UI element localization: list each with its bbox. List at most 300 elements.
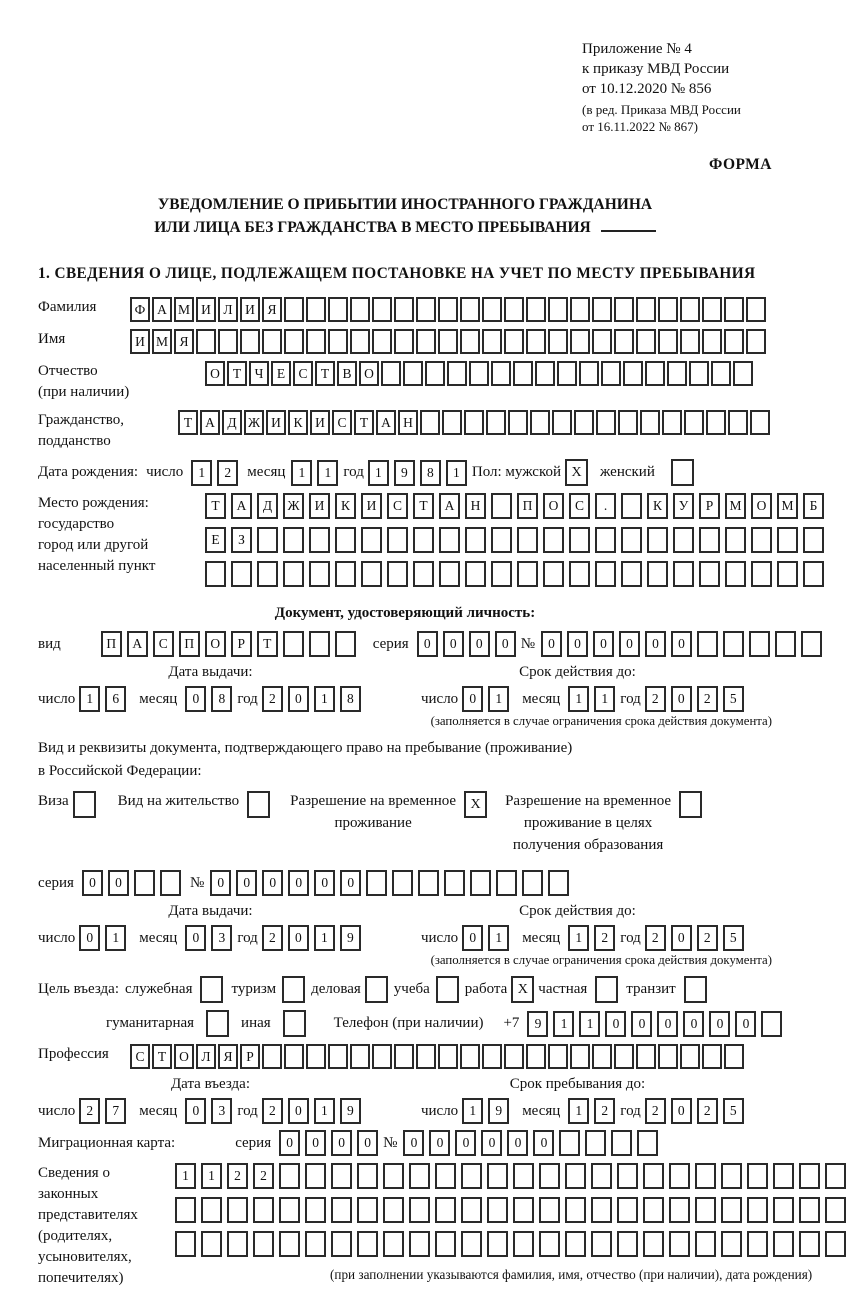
purpose-private-checkbox[interactable] bbox=[595, 976, 618, 1003]
char-cell[interactable] bbox=[591, 1231, 612, 1257]
char-cell[interactable] bbox=[438, 329, 458, 354]
char-cell[interactable] bbox=[279, 1197, 300, 1223]
char-cell[interactable]: 0 bbox=[82, 870, 103, 896]
char-cell[interactable] bbox=[372, 297, 392, 322]
char-cell[interactable]: 9 bbox=[340, 925, 361, 951]
char-cell[interactable] bbox=[496, 870, 517, 896]
char-cell[interactable]: 1 bbox=[579, 1011, 600, 1037]
char-cell[interactable]: 9 bbox=[394, 460, 415, 486]
char-cell[interactable]: 2 bbox=[262, 686, 283, 712]
char-cell[interactable] bbox=[383, 1197, 404, 1223]
char-cell[interactable]: Ч bbox=[249, 361, 269, 386]
char-cell[interactable]: 2 bbox=[594, 925, 615, 951]
char-cell[interactable]: 2 bbox=[262, 1098, 283, 1124]
char-cell[interactable] bbox=[425, 361, 445, 386]
char-cell[interactable] bbox=[394, 329, 414, 354]
char-cell[interactable]: М bbox=[725, 493, 746, 519]
char-cell[interactable] bbox=[706, 410, 726, 435]
char-cell[interactable] bbox=[539, 1163, 560, 1189]
char-cell[interactable]: Ж bbox=[283, 493, 304, 519]
char-cell[interactable] bbox=[702, 329, 722, 354]
char-cell[interactable] bbox=[306, 329, 326, 354]
char-cell[interactable] bbox=[366, 870, 387, 896]
char-cell[interactable]: 0 bbox=[443, 631, 464, 657]
char-cell[interactable] bbox=[548, 297, 568, 322]
char-cell[interactable]: С bbox=[569, 493, 590, 519]
char-cell[interactable] bbox=[416, 1044, 436, 1069]
char-cell[interactable] bbox=[305, 1163, 326, 1189]
char-cell[interactable] bbox=[306, 297, 326, 322]
char-cell[interactable] bbox=[461, 1197, 482, 1223]
char-cell[interactable]: 0 bbox=[567, 631, 588, 657]
char-cell[interactable]: И bbox=[240, 297, 260, 322]
char-cell[interactable] bbox=[487, 1197, 508, 1223]
char-cell[interactable] bbox=[381, 361, 401, 386]
char-cell[interactable]: 0 bbox=[108, 870, 129, 896]
char-cell[interactable] bbox=[618, 410, 638, 435]
char-cell[interactable] bbox=[504, 329, 524, 354]
char-cell[interactable] bbox=[491, 361, 511, 386]
residence-permit-checkbox[interactable] bbox=[247, 791, 270, 818]
char-cell[interactable] bbox=[695, 1197, 716, 1223]
char-cell[interactable] bbox=[667, 361, 687, 386]
char-cell[interactable] bbox=[570, 297, 590, 322]
char-cell[interactable]: 0 bbox=[357, 1130, 378, 1156]
char-cell[interactable] bbox=[253, 1231, 274, 1257]
char-cell[interactable]: 0 bbox=[262, 870, 283, 896]
char-cell[interactable] bbox=[257, 561, 278, 587]
char-cell[interactable] bbox=[517, 527, 538, 553]
char-cell[interactable]: 5 bbox=[723, 686, 744, 712]
char-cell[interactable]: 1 bbox=[462, 1098, 483, 1124]
char-cell[interactable] bbox=[711, 361, 731, 386]
char-cell[interactable]: Л bbox=[196, 1044, 216, 1069]
char-cell[interactable]: 3 bbox=[211, 1098, 232, 1124]
char-cell[interactable]: 2 bbox=[697, 1098, 718, 1124]
char-cell[interactable] bbox=[673, 561, 694, 587]
char-cell[interactable] bbox=[803, 527, 824, 553]
char-cell[interactable]: 0 bbox=[671, 686, 692, 712]
char-cell[interactable] bbox=[640, 410, 660, 435]
char-cell[interactable] bbox=[669, 1163, 690, 1189]
char-cell[interactable] bbox=[526, 1044, 546, 1069]
char-cell[interactable] bbox=[695, 1231, 716, 1257]
char-cell[interactable]: К bbox=[647, 493, 668, 519]
char-cell[interactable]: 0 bbox=[462, 925, 483, 951]
char-cell[interactable] bbox=[621, 527, 642, 553]
char-cell[interactable] bbox=[283, 527, 304, 553]
char-cell[interactable] bbox=[491, 561, 512, 587]
char-cell[interactable] bbox=[530, 410, 550, 435]
char-cell[interactable]: 8 bbox=[211, 686, 232, 712]
char-cell[interactable]: О bbox=[205, 631, 226, 657]
char-cell[interactable] bbox=[357, 1163, 378, 1189]
char-cell[interactable] bbox=[231, 561, 252, 587]
purpose-business-checkbox[interactable] bbox=[365, 976, 388, 1003]
char-cell[interactable] bbox=[775, 631, 796, 657]
char-cell[interactable] bbox=[482, 329, 502, 354]
char-cell[interactable] bbox=[383, 1163, 404, 1189]
char-cell[interactable] bbox=[420, 410, 440, 435]
purpose-transit-checkbox[interactable] bbox=[684, 976, 707, 1003]
char-cell[interactable]: 1 bbox=[446, 460, 467, 486]
char-cell[interactable]: Е bbox=[271, 361, 291, 386]
char-cell[interactable] bbox=[357, 1197, 378, 1223]
char-cell[interactable]: 0 bbox=[605, 1011, 626, 1037]
char-cell[interactable]: В bbox=[337, 361, 357, 386]
char-cell[interactable] bbox=[636, 329, 656, 354]
char-cell[interactable] bbox=[747, 1197, 768, 1223]
char-cell[interactable] bbox=[643, 1197, 664, 1223]
char-cell[interactable] bbox=[435, 1197, 456, 1223]
char-cell[interactable] bbox=[418, 870, 439, 896]
char-cell[interactable] bbox=[592, 329, 612, 354]
char-cell[interactable] bbox=[825, 1231, 846, 1257]
char-cell[interactable] bbox=[799, 1231, 820, 1257]
char-cell[interactable] bbox=[460, 1044, 480, 1069]
char-cell[interactable] bbox=[513, 361, 533, 386]
char-cell[interactable] bbox=[513, 1231, 534, 1257]
char-cell[interactable] bbox=[658, 297, 678, 322]
char-cell[interactable]: 0 bbox=[417, 631, 438, 657]
purpose-business-trip-checkbox[interactable] bbox=[200, 976, 223, 1003]
char-cell[interactable] bbox=[513, 1163, 534, 1189]
char-cell[interactable]: 1 bbox=[317, 460, 338, 486]
char-cell[interactable]: 2 bbox=[697, 925, 718, 951]
char-cell[interactable]: Т bbox=[227, 361, 247, 386]
char-cell[interactable]: 5 bbox=[723, 925, 744, 951]
char-cell[interactable]: 1 bbox=[568, 1098, 589, 1124]
char-cell[interactable] bbox=[134, 870, 155, 896]
char-cell[interactable] bbox=[643, 1163, 664, 1189]
char-cell[interactable] bbox=[504, 297, 524, 322]
char-cell[interactable] bbox=[746, 329, 766, 354]
char-cell[interactable] bbox=[403, 361, 423, 386]
char-cell[interactable]: 1 bbox=[291, 460, 312, 486]
char-cell[interactable] bbox=[825, 1197, 846, 1223]
char-cell[interactable]: У bbox=[673, 493, 694, 519]
char-cell[interactable] bbox=[543, 527, 564, 553]
char-cell[interactable] bbox=[621, 493, 642, 519]
char-cell[interactable]: Т bbox=[152, 1044, 172, 1069]
char-cell[interactable] bbox=[565, 1231, 586, 1257]
char-cell[interactable]: С bbox=[293, 361, 313, 386]
char-cell[interactable]: 1 bbox=[488, 686, 509, 712]
char-cell[interactable]: Б bbox=[803, 493, 824, 519]
char-cell[interactable] bbox=[196, 329, 216, 354]
char-cell[interactable]: А bbox=[439, 493, 460, 519]
char-cell[interactable] bbox=[442, 410, 462, 435]
char-cell[interactable] bbox=[746, 297, 766, 322]
char-cell[interactable]: 0 bbox=[593, 631, 614, 657]
char-cell[interactable] bbox=[461, 1231, 482, 1257]
char-cell[interactable] bbox=[491, 527, 512, 553]
char-cell[interactable] bbox=[751, 561, 772, 587]
char-cell[interactable]: 0 bbox=[455, 1130, 476, 1156]
char-cell[interactable] bbox=[777, 561, 798, 587]
temp-residence-checkbox[interactable]: X bbox=[464, 791, 487, 818]
char-cell[interactable]: 0 bbox=[185, 1098, 206, 1124]
char-cell[interactable] bbox=[160, 870, 181, 896]
char-cell[interactable]: И bbox=[130, 329, 150, 354]
char-cell[interactable] bbox=[438, 297, 458, 322]
char-cell[interactable] bbox=[595, 527, 616, 553]
char-cell[interactable]: 2 bbox=[262, 925, 283, 951]
char-cell[interactable]: Я bbox=[262, 297, 282, 322]
char-cell[interactable] bbox=[486, 410, 506, 435]
char-cell[interactable]: М bbox=[152, 329, 172, 354]
char-cell[interactable] bbox=[350, 297, 370, 322]
char-cell[interactable]: 0 bbox=[469, 631, 490, 657]
char-cell[interactable]: Ж bbox=[244, 410, 264, 435]
char-cell[interactable] bbox=[435, 1231, 456, 1257]
char-cell[interactable]: 2 bbox=[594, 1098, 615, 1124]
char-cell[interactable] bbox=[361, 527, 382, 553]
char-cell[interactable]: 0 bbox=[331, 1130, 352, 1156]
char-cell[interactable]: 2 bbox=[217, 460, 238, 486]
char-cell[interactable] bbox=[253, 1197, 274, 1223]
char-cell[interactable]: 0 bbox=[481, 1130, 502, 1156]
char-cell[interactable] bbox=[592, 297, 612, 322]
char-cell[interactable] bbox=[409, 1197, 430, 1223]
char-cell[interactable] bbox=[637, 1130, 658, 1156]
char-cell[interactable]: 1 bbox=[488, 925, 509, 951]
char-cell[interactable] bbox=[596, 410, 616, 435]
char-cell[interactable] bbox=[331, 1231, 352, 1257]
char-cell[interactable] bbox=[227, 1197, 248, 1223]
char-cell[interactable]: 1 bbox=[175, 1163, 196, 1189]
char-cell[interactable] bbox=[350, 1044, 370, 1069]
char-cell[interactable] bbox=[647, 527, 668, 553]
char-cell[interactable] bbox=[636, 297, 656, 322]
char-cell[interactable] bbox=[487, 1231, 508, 1257]
char-cell[interactable] bbox=[570, 1044, 590, 1069]
char-cell[interactable]: 2 bbox=[645, 686, 666, 712]
char-cell[interactable] bbox=[218, 329, 238, 354]
char-cell[interactable] bbox=[773, 1197, 794, 1223]
char-cell[interactable] bbox=[645, 361, 665, 386]
char-cell[interactable]: К bbox=[335, 493, 356, 519]
char-cell[interactable] bbox=[680, 297, 700, 322]
char-cell[interactable] bbox=[723, 631, 744, 657]
char-cell[interactable]: 0 bbox=[671, 631, 692, 657]
char-cell[interactable] bbox=[482, 1044, 502, 1069]
char-cell[interactable]: 1 bbox=[594, 686, 615, 712]
char-cell[interactable]: 0 bbox=[403, 1130, 424, 1156]
char-cell[interactable] bbox=[372, 329, 392, 354]
char-cell[interactable]: 1 bbox=[368, 460, 389, 486]
char-cell[interactable] bbox=[721, 1163, 742, 1189]
char-cell[interactable] bbox=[750, 410, 770, 435]
char-cell[interactable] bbox=[283, 561, 304, 587]
char-cell[interactable]: П bbox=[101, 631, 122, 657]
char-cell[interactable] bbox=[465, 561, 486, 587]
char-cell[interactable]: 0 bbox=[709, 1011, 730, 1037]
char-cell[interactable] bbox=[535, 361, 555, 386]
char-cell[interactable] bbox=[658, 329, 678, 354]
char-cell[interactable] bbox=[733, 361, 753, 386]
char-cell[interactable]: К bbox=[288, 410, 308, 435]
char-cell[interactable] bbox=[697, 631, 718, 657]
char-cell[interactable] bbox=[508, 410, 528, 435]
char-cell[interactable]: С bbox=[153, 631, 174, 657]
char-cell[interactable] bbox=[439, 527, 460, 553]
char-cell[interactable] bbox=[825, 1163, 846, 1189]
char-cell[interactable]: 1 bbox=[568, 686, 589, 712]
char-cell[interactable]: Е bbox=[205, 527, 226, 553]
char-cell[interactable] bbox=[227, 1231, 248, 1257]
char-cell[interactable] bbox=[460, 329, 480, 354]
char-cell[interactable]: М bbox=[174, 297, 194, 322]
char-cell[interactable]: Я bbox=[174, 329, 194, 354]
char-cell[interactable]: 0 bbox=[631, 1011, 652, 1037]
char-cell[interactable]: 9 bbox=[340, 1098, 361, 1124]
char-cell[interactable]: 2 bbox=[697, 686, 718, 712]
char-cell[interactable] bbox=[592, 1044, 612, 1069]
char-cell[interactable]: 0 bbox=[314, 870, 335, 896]
char-cell[interactable] bbox=[617, 1163, 638, 1189]
char-cell[interactable] bbox=[559, 1130, 580, 1156]
char-cell[interactable] bbox=[240, 329, 260, 354]
char-cell[interactable] bbox=[552, 410, 572, 435]
char-cell[interactable]: П bbox=[517, 493, 538, 519]
char-cell[interactable]: И bbox=[266, 410, 286, 435]
char-cell[interactable] bbox=[585, 1130, 606, 1156]
char-cell[interactable] bbox=[751, 527, 772, 553]
char-cell[interactable] bbox=[335, 561, 356, 587]
char-cell[interactable]: С bbox=[387, 493, 408, 519]
char-cell[interactable] bbox=[262, 1044, 282, 1069]
char-cell[interactable]: 1 bbox=[201, 1163, 222, 1189]
temp-residence-edu-checkbox[interactable] bbox=[679, 791, 702, 818]
char-cell[interactable] bbox=[636, 1044, 656, 1069]
char-cell[interactable] bbox=[595, 561, 616, 587]
char-cell[interactable] bbox=[409, 1163, 430, 1189]
char-cell[interactable]: 0 bbox=[288, 870, 309, 896]
char-cell[interactable] bbox=[328, 297, 348, 322]
char-cell[interactable]: Т bbox=[205, 493, 226, 519]
char-cell[interactable] bbox=[725, 527, 746, 553]
purpose-tourism-checkbox[interactable] bbox=[282, 976, 305, 1003]
char-cell[interactable] bbox=[306, 1044, 326, 1069]
char-cell[interactable] bbox=[689, 361, 709, 386]
char-cell[interactable]: Н bbox=[398, 410, 418, 435]
char-cell[interactable] bbox=[574, 410, 594, 435]
char-cell[interactable] bbox=[465, 527, 486, 553]
char-cell[interactable]: И bbox=[309, 493, 330, 519]
char-cell[interactable]: 0 bbox=[340, 870, 361, 896]
char-cell[interactable] bbox=[695, 1163, 716, 1189]
char-cell[interactable] bbox=[579, 361, 599, 386]
char-cell[interactable] bbox=[747, 1231, 768, 1257]
char-cell[interactable]: Н bbox=[465, 493, 486, 519]
char-cell[interactable] bbox=[328, 1044, 348, 1069]
char-cell[interactable] bbox=[513, 1197, 534, 1223]
char-cell[interactable]: Т bbox=[257, 631, 278, 657]
char-cell[interactable] bbox=[335, 527, 356, 553]
char-cell[interactable] bbox=[721, 1231, 742, 1257]
char-cell[interactable] bbox=[591, 1163, 612, 1189]
char-cell[interactable] bbox=[331, 1163, 352, 1189]
char-cell[interactable] bbox=[680, 1044, 700, 1069]
char-cell[interactable] bbox=[357, 1231, 378, 1257]
char-cell[interactable] bbox=[387, 527, 408, 553]
char-cell[interactable] bbox=[614, 329, 634, 354]
char-cell[interactable]: Т bbox=[178, 410, 198, 435]
char-cell[interactable]: О bbox=[751, 493, 772, 519]
char-cell[interactable] bbox=[548, 870, 569, 896]
char-cell[interactable] bbox=[526, 329, 546, 354]
char-cell[interactable] bbox=[284, 1044, 304, 1069]
char-cell[interactable]: 9 bbox=[527, 1011, 548, 1037]
char-cell[interactable]: 8 bbox=[340, 686, 361, 712]
char-cell[interactable]: 0 bbox=[657, 1011, 678, 1037]
char-cell[interactable] bbox=[335, 631, 356, 657]
char-cell[interactable] bbox=[460, 297, 480, 322]
char-cell[interactable]: С bbox=[332, 410, 352, 435]
char-cell[interactable]: 0 bbox=[533, 1130, 554, 1156]
char-cell[interactable] bbox=[684, 410, 704, 435]
char-cell[interactable]: О bbox=[359, 361, 379, 386]
char-cell[interactable] bbox=[614, 1044, 634, 1069]
char-cell[interactable] bbox=[361, 561, 382, 587]
char-cell[interactable]: О bbox=[174, 1044, 194, 1069]
char-cell[interactable]: О bbox=[543, 493, 564, 519]
char-cell[interactable] bbox=[469, 361, 489, 386]
char-cell[interactable] bbox=[702, 297, 722, 322]
char-cell[interactable] bbox=[611, 1130, 632, 1156]
char-cell[interactable] bbox=[699, 527, 720, 553]
char-cell[interactable] bbox=[680, 329, 700, 354]
char-cell[interactable]: Т bbox=[315, 361, 335, 386]
char-cell[interactable]: А bbox=[152, 297, 172, 322]
char-cell[interactable]: 1 bbox=[568, 925, 589, 951]
char-cell[interactable]: 0 bbox=[683, 1011, 704, 1037]
char-cell[interactable] bbox=[372, 1044, 392, 1069]
char-cell[interactable] bbox=[387, 561, 408, 587]
char-cell[interactable] bbox=[721, 1197, 742, 1223]
char-cell[interactable]: А bbox=[127, 631, 148, 657]
char-cell[interactable] bbox=[548, 329, 568, 354]
char-cell[interactable] bbox=[328, 329, 348, 354]
char-cell[interactable] bbox=[647, 561, 668, 587]
char-cell[interactable] bbox=[724, 1044, 744, 1069]
char-cell[interactable]: 2 bbox=[253, 1163, 274, 1189]
char-cell[interactable]: Л bbox=[218, 297, 238, 322]
char-cell[interactable]: Ф bbox=[130, 297, 150, 322]
char-cell[interactable] bbox=[773, 1163, 794, 1189]
char-cell[interactable] bbox=[305, 1231, 326, 1257]
char-cell[interactable] bbox=[728, 410, 748, 435]
char-cell[interactable] bbox=[470, 870, 491, 896]
char-cell[interactable] bbox=[309, 631, 330, 657]
purpose-humanitarian-checkbox[interactable] bbox=[206, 1010, 229, 1037]
char-cell[interactable]: 0 bbox=[236, 870, 257, 896]
char-cell[interactable] bbox=[201, 1197, 222, 1223]
char-cell[interactable]: 0 bbox=[429, 1130, 450, 1156]
char-cell[interactable]: Р bbox=[231, 631, 252, 657]
char-cell[interactable] bbox=[504, 1044, 524, 1069]
char-cell[interactable] bbox=[487, 1163, 508, 1189]
char-cell[interactable]: 5 bbox=[723, 1098, 744, 1124]
visa-checkbox[interactable] bbox=[73, 791, 96, 818]
char-cell[interactable] bbox=[444, 870, 465, 896]
char-cell[interactable] bbox=[662, 410, 682, 435]
char-cell[interactable]: 0 bbox=[288, 925, 309, 951]
char-cell[interactable] bbox=[724, 297, 744, 322]
char-cell[interactable]: Р bbox=[240, 1044, 260, 1069]
char-cell[interactable] bbox=[570, 329, 590, 354]
